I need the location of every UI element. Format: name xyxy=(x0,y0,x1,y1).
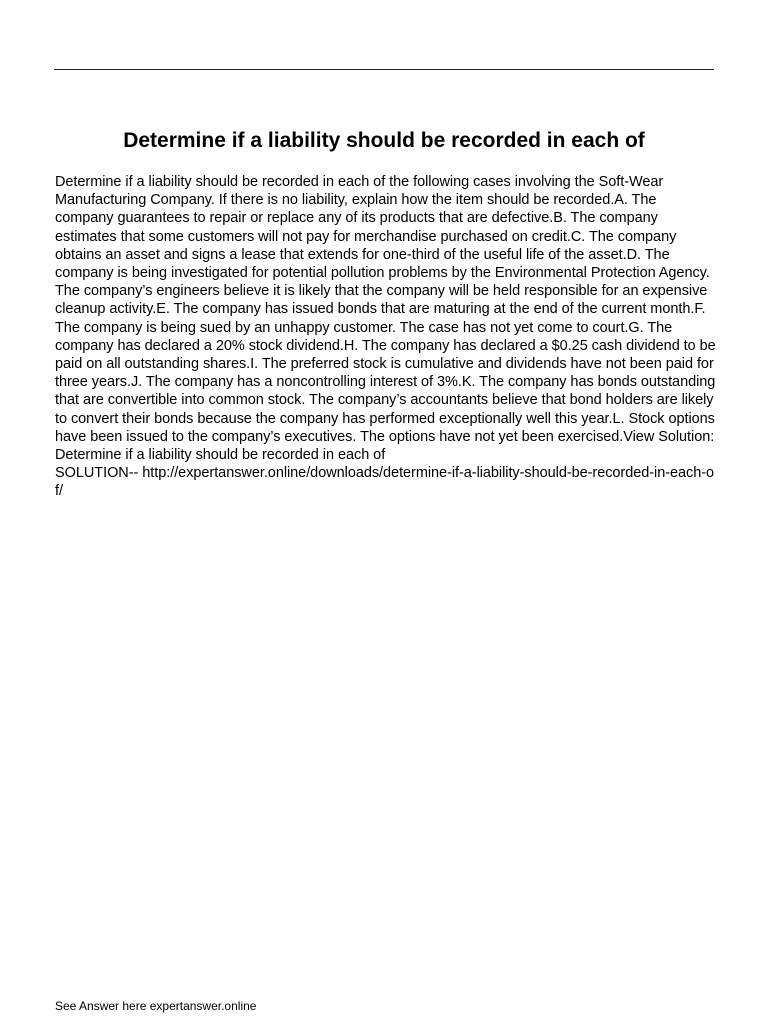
page-title: Determine if a liability should be recorded in each of xyxy=(123,129,645,152)
document-body xyxy=(55,173,717,501)
repeat-title-line: Determine if a liability should be recorded in each of xyxy=(55,447,386,464)
top-divider xyxy=(54,69,714,70)
solution-link[interactable]: SOLUTION-- http://expertanswer.online/downloads/determine-if-a-liability-should-be-recorded-in-each-of/ xyxy=(55,465,715,500)
body-paragraph: Determine if a liability should be recorded in each of the following cases involving the Soft-Wear Manufacturing Company. If there is no liability, explain how the item should be recorded.A. The company guarantees to repair or replace any of its products that are defective.B. The company estimates that some customers will not pay for merchandise purchased on credit.C. The company obtains an asset and signs a lease that extends for one-third of the useful life of the asset.D. The company is being investigated for potential pollution problems by the Environmental Protection Agency. The company’s engineers believe it is likely that the company will be held responsible for an expensive cleanup activity.E. The company has issued bonds that are maturing at the end of the current month.F. The company is being sued by an unhappy customer. The case has not yet come to court.G. The company has declared a 20% stock dividend.H. The company has declared a $0.25 cash dividend to be paid on all outstanding shares.I. The preferred stock is cumulative and dividends have not been paid for three years.J. The company has a noncontrolling interest of 3%.K. The company has bonds outstanding that are convertible into common stock. The company’s accountants believe that bond holders are likely to convert their bonds because the company has performed exceptionally well this year.L. Stock options have been issued to the company’s executives. The options have not yet been exercised.View Solution: xyxy=(55,174,716,445)
footer-text: See Answer here expertanswer.online xyxy=(55,999,257,1013)
